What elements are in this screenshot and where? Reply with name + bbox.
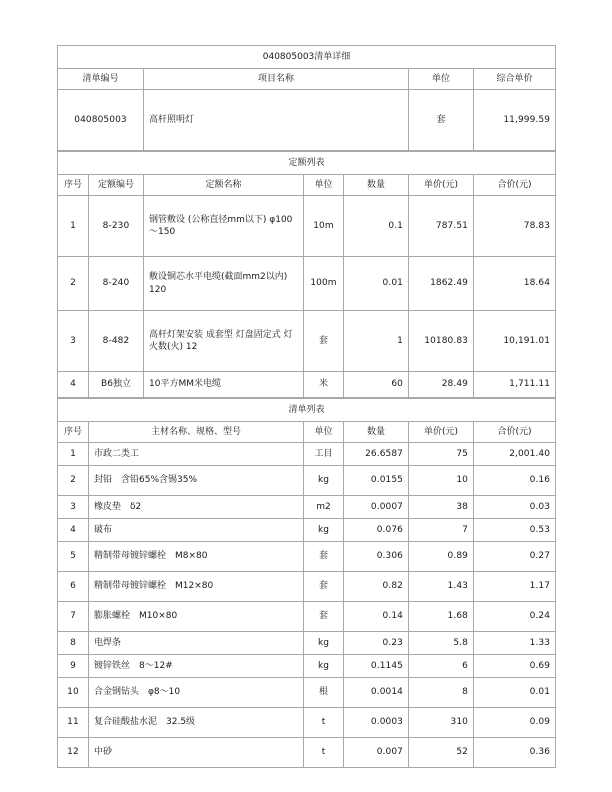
quota-cell-qty: 1 — [344, 311, 409, 372]
quota-header-row — [58, 175, 556, 196]
material-cell-no: 11 — [58, 708, 89, 738]
quota-table — [57, 151, 556, 398]
material-cell-no: 4 — [58, 519, 89, 542]
material-cell-price: 1.43 — [409, 572, 474, 602]
quota-cell-no: 2 — [58, 257, 89, 311]
table-row — [58, 632, 556, 655]
material-cell-no: 9 — [58, 655, 89, 678]
quota-cell-name: 敷设铜芯水平电缆(截面mm2以内) 120 — [144, 257, 304, 311]
table-row — [58, 372, 556, 398]
quota-cell-total: 18.64 — [474, 257, 556, 311]
quota-header-no: 序号 — [58, 175, 89, 196]
material-cell-no: 5 — [58, 542, 89, 572]
table-row — [58, 519, 556, 542]
material-cell-unit: t — [304, 708, 344, 738]
material-header-price: 单价(元) — [409, 422, 474, 443]
quota-cell-price: 10180.83 — [409, 311, 474, 372]
material-cell-name: 市政二类工 — [89, 443, 304, 466]
material-cell-total: 1.33 — [474, 632, 556, 655]
material-cell-no: 12 — [58, 738, 89, 768]
material-header-name: 主材名称、规格、型号 — [89, 422, 304, 443]
table-row — [58, 655, 556, 678]
material-cell-no: 3 — [58, 496, 89, 519]
material-cell-qty: 0.23 — [344, 632, 409, 655]
material-cell-price: 5.8 — [409, 632, 474, 655]
material-cell-price: 52 — [409, 738, 474, 768]
quota-cell-name: 高杆灯架安装 成套型 灯盘固定式 灯火数(火) 12 — [144, 311, 304, 372]
material-cell-total: 0.27 — [474, 542, 556, 572]
material-cell-unit: 套 — [304, 572, 344, 602]
material-cell-no: 2 — [58, 466, 89, 496]
material-cell-name: 橡皮垫 δ2 — [89, 496, 304, 519]
summary-header-price: 综合单价 — [474, 69, 556, 90]
material-cell-unit: m2 — [304, 496, 344, 519]
material-cell-qty: 0.007 — [344, 738, 409, 768]
material-cell-no: 10 — [58, 678, 89, 708]
material-section-title-row — [58, 399, 556, 422]
summary-header-name: 项目名称 — [144, 69, 409, 90]
quota-cell-price: 28.49 — [409, 372, 474, 398]
quota-header-name: 定额名称 — [144, 175, 304, 196]
quota-header-price: 单价(元) — [409, 175, 474, 196]
material-cell-qty: 26.6587 — [344, 443, 409, 466]
material-cell-name: 膨胀螺栓 M10×80 — [89, 602, 304, 632]
table-row — [58, 90, 556, 151]
material-table — [57, 398, 556, 768]
document-title-row — [58, 46, 556, 69]
material-cell-name: 封铅 含铅65%含锡35% — [89, 466, 304, 496]
summary-cell-name: 高杆照明灯 — [144, 90, 409, 151]
summary-header-row — [58, 69, 556, 90]
material-cell-unit: kg — [304, 632, 344, 655]
material-header-unit: 单位 — [304, 422, 344, 443]
quota-cell-unit: 10m — [304, 196, 344, 257]
material-cell-unit: kg — [304, 466, 344, 496]
material-cell-name: 精制带母镀锌螺栓 M12×80 — [89, 572, 304, 602]
quota-cell-total: 1,711.11 — [474, 372, 556, 398]
quota-section-title: 定额列表 — [58, 152, 556, 175]
material-cell-price: 38 — [409, 496, 474, 519]
table-row — [58, 572, 556, 602]
summary-cell-code: 040805003 — [58, 90, 144, 151]
material-cell-no: 1 — [58, 443, 89, 466]
page-title: 040805003清单详细 — [58, 46, 556, 69]
quota-cell-no: 4 — [58, 372, 89, 398]
material-cell-total: 2,001.40 — [474, 443, 556, 466]
material-cell-total: 0.24 — [474, 602, 556, 632]
quota-header-total: 合价(元) — [474, 175, 556, 196]
quota-header-code: 定额编号 — [89, 175, 144, 196]
material-cell-price: 75 — [409, 443, 474, 466]
summary-cell-unit: 套 — [409, 90, 474, 151]
quota-section-title-row — [58, 152, 556, 175]
material-cell-qty: 0.0155 — [344, 466, 409, 496]
material-cell-unit: t — [304, 738, 344, 768]
summary-cell-price: 11,999.59 — [474, 90, 556, 151]
quota-cell-unit: 米 — [304, 372, 344, 398]
material-cell-price: 8 — [409, 678, 474, 708]
quota-cell-unit: 100m — [304, 257, 344, 311]
quota-cell-no: 3 — [58, 311, 89, 372]
material-cell-unit: 根 — [304, 678, 344, 708]
quota-cell-unit: 套 — [304, 311, 344, 372]
quota-cell-code: B6独立 — [89, 372, 144, 398]
material-cell-total: 0.53 — [474, 519, 556, 542]
table-row — [58, 466, 556, 496]
material-cell-no: 6 — [58, 572, 89, 602]
table-row — [58, 443, 556, 466]
material-cell-qty: 0.0003 — [344, 708, 409, 738]
material-cell-no: 8 — [58, 632, 89, 655]
quota-cell-code: 8-230 — [89, 196, 144, 257]
summary-header-unit: 单位 — [409, 69, 474, 90]
material-cell-qty: 0.0007 — [344, 496, 409, 519]
quota-cell-total: 78.83 — [474, 196, 556, 257]
material-cell-price: 6 — [409, 655, 474, 678]
material-cell-name: 电焊条 — [89, 632, 304, 655]
material-cell-unit: kg — [304, 519, 344, 542]
material-cell-qty: 0.0014 — [344, 678, 409, 708]
quota-cell-price: 1862.49 — [409, 257, 474, 311]
material-cell-price: 1.68 — [409, 602, 474, 632]
material-cell-name: 复合硅酸盐水泥 32.5级 — [89, 708, 304, 738]
material-cell-name: 精制带母镀锌螺栓 M8×80 — [89, 542, 304, 572]
table-row — [58, 708, 556, 738]
quota-cell-qty: 60 — [344, 372, 409, 398]
material-cell-total: 0.01 — [474, 678, 556, 708]
material-cell-qty: 0.076 — [344, 519, 409, 542]
quota-cell-name: 10平方MM米电缆 — [144, 372, 304, 398]
material-cell-price: 7 — [409, 519, 474, 542]
material-cell-qty: 0.82 — [344, 572, 409, 602]
quota-cell-qty: 0.1 — [344, 196, 409, 257]
material-cell-total: 0.03 — [474, 496, 556, 519]
material-section-title: 清单列表 — [58, 399, 556, 422]
material-cell-qty: 0.1145 — [344, 655, 409, 678]
quota-cell-no: 1 — [58, 196, 89, 257]
material-cell-unit: 工目 — [304, 443, 344, 466]
material-header-no: 序号 — [58, 422, 89, 443]
material-cell-total: 0.69 — [474, 655, 556, 678]
quota-cell-qty: 0.01 — [344, 257, 409, 311]
table-row — [58, 678, 556, 708]
quota-cell-name: 钢管敷设 (公称直径mm以下) φ100～150 — [144, 196, 304, 257]
table-row — [58, 257, 556, 311]
table-row — [58, 311, 556, 372]
material-header-qty: 数量 — [344, 422, 409, 443]
table-row — [58, 738, 556, 768]
quota-header-qty: 数量 — [344, 175, 409, 196]
material-cell-unit: kg — [304, 655, 344, 678]
quota-cell-code: 8-240 — [89, 257, 144, 311]
material-cell-name: 破布 — [89, 519, 304, 542]
detail-sheet — [57, 45, 555, 768]
material-cell-name: 合金钢钻头 φ8～10 — [89, 678, 304, 708]
material-cell-qty: 0.306 — [344, 542, 409, 572]
material-cell-price: 0.89 — [409, 542, 474, 572]
material-cell-price: 310 — [409, 708, 474, 738]
table-row — [58, 496, 556, 519]
quota-cell-price: 787.51 — [409, 196, 474, 257]
material-cell-unit: 套 — [304, 602, 344, 632]
material-cell-name: 镀锌铁丝 8～12# — [89, 655, 304, 678]
material-cell-unit: 套 — [304, 542, 344, 572]
quota-cell-total: 10,191.01 — [474, 311, 556, 372]
material-cell-total: 0.16 — [474, 466, 556, 496]
material-cell-name: 中砂 — [89, 738, 304, 768]
material-cell-total: 0.36 — [474, 738, 556, 768]
table-row — [58, 602, 556, 632]
table-row — [58, 542, 556, 572]
material-header-total: 合价(元) — [474, 422, 556, 443]
material-header-row — [58, 422, 556, 443]
material-cell-no: 7 — [58, 602, 89, 632]
material-cell-total: 0.09 — [474, 708, 556, 738]
material-cell-price: 10 — [409, 466, 474, 496]
material-cell-qty: 0.14 — [344, 602, 409, 632]
summary-table — [57, 45, 556, 151]
quota-cell-code: 8-482 — [89, 311, 144, 372]
quota-header-unit: 单位 — [304, 175, 344, 196]
material-cell-total: 1.17 — [474, 572, 556, 602]
table-row — [58, 196, 556, 257]
summary-header-code: 清单编号 — [58, 69, 144, 90]
